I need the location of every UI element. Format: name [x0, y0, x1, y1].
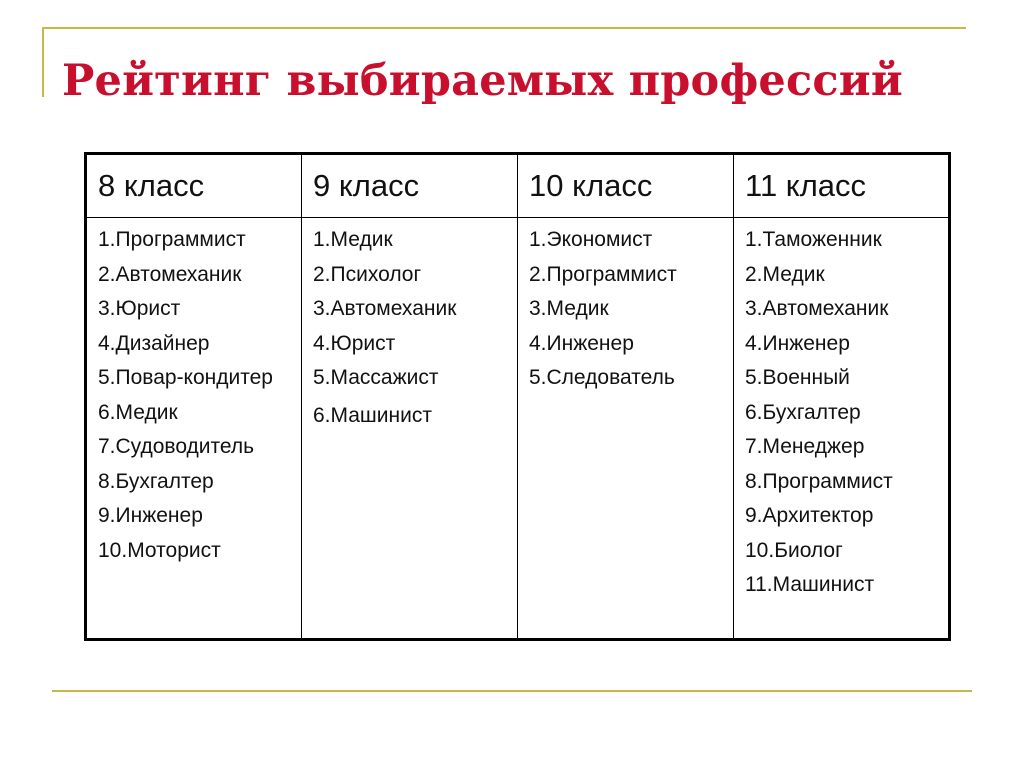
- body-row: [86, 218, 950, 640]
- list-item: 4.Юрист: [313, 331, 396, 355]
- list-item: 4.Инженер: [745, 331, 850, 355]
- list-item: 2.Автомеханик: [98, 262, 242, 286]
- list-item: 7.Судоводитель: [98, 435, 255, 458]
- list-item: 1.Экономист: [529, 228, 653, 251]
- list-item: 4.Дизайнер: [98, 331, 210, 355]
- list-item: 2.Психолог: [313, 262, 422, 286]
- list-item: 6.Машинист: [313, 404, 432, 427]
- header-8-class: 8 класс: [86, 154, 302, 218]
- bottom-divider: [52, 690, 972, 692]
- header-10-class: 10 класс: [518, 154, 734, 218]
- profession-list-10-class: [529, 228, 725, 390]
- column-8-class: [86, 218, 302, 640]
- list-item: 1.Медик: [313, 228, 393, 251]
- list-item: 3.Автомеханик: [745, 297, 889, 320]
- list-item: 6.Бухгалтер: [745, 400, 861, 424]
- list-item: 5.Военный: [745, 366, 850, 389]
- list-item: 3.Автомеханик: [313, 297, 457, 320]
- column-11-class: [734, 218, 950, 640]
- list-item: 4.Инженер: [529, 331, 634, 355]
- header-9-class: 9 класс: [302, 154, 518, 218]
- header-11-class: 11 класс: [734, 154, 950, 218]
- list-item: 6.Медик: [98, 400, 178, 424]
- list-item: 1.Программист: [98, 228, 246, 251]
- list-item: 5.Массажист: [313, 366, 439, 389]
- list-item: 10.Биолог: [745, 538, 843, 562]
- column-10-class: [518, 218, 734, 640]
- list-item: 9.Архитектор: [745, 504, 874, 527]
- list-item: 10.Моторист: [98, 538, 221, 562]
- slide-title: Рейтинг выбираемых профессий: [62, 56, 903, 106]
- list-item: 7.Менеджер: [745, 435, 865, 458]
- profession-list-11-class: [745, 228, 940, 597]
- header-row: [86, 154, 950, 218]
- list-item: 3.Медик: [529, 297, 609, 320]
- list-item: 2.Медик: [745, 262, 825, 286]
- column-9-class: [302, 218, 518, 640]
- list-item: 3.Юрист: [98, 297, 181, 320]
- list-item: 1.Таможенник: [745, 228, 882, 251]
- list-item: 5.Повар-кондитер: [98, 366, 273, 389]
- top-divider: [42, 27, 966, 29]
- left-divider: [42, 27, 44, 97]
- list-item: 8.Бухгалтер: [98, 469, 214, 493]
- profession-list-8-class: [98, 228, 293, 563]
- list-item: 5.Следователь: [529, 366, 675, 389]
- list-item: 8.Программист: [745, 469, 893, 493]
- list-item: 9.Инженер: [98, 504, 203, 527]
- list-item: 2.Программист: [529, 262, 677, 286]
- profession-list-9-class: [313, 228, 509, 428]
- professions-table: [84, 152, 951, 641]
- list-item: 11.Машинист: [745, 573, 875, 596]
